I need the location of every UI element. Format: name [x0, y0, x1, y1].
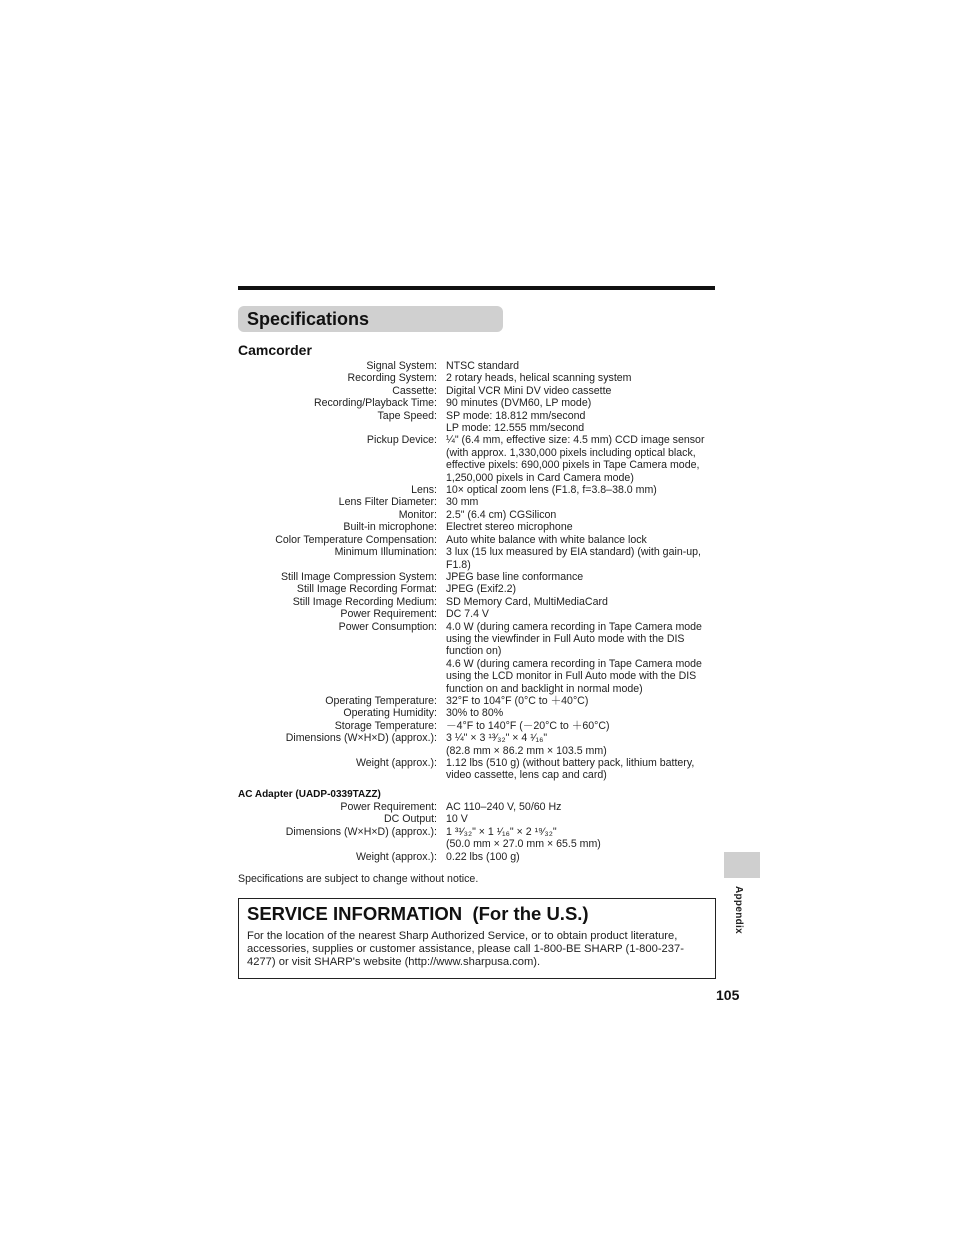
spec-value-line: 32°F to 104°F (0°C to ＋40°C)	[446, 694, 589, 707]
spec-label: DC Output:	[384, 813, 437, 826]
spec-value	[446, 434, 718, 484]
spec-value-line: SP mode: 18.812 mm/second	[446, 409, 586, 422]
ac-adapter-heading: AC Adapter (UADP-0339TAZZ)	[238, 789, 381, 800]
spec-value-line: Digital VCR Mini DV video cassette	[446, 384, 612, 397]
spec-value-line: NTSC standard	[446, 360, 520, 372]
spec-label: Power Consumption:	[338, 620, 437, 633]
spec-row	[238, 826, 718, 851]
spec-value-line: using the viewfinder in Full Auto mode with the DIS	[446, 632, 685, 645]
appendix-tab-label: Appendix	[733, 886, 744, 934]
spec-row	[238, 521, 718, 533]
spec-value	[446, 608, 718, 620]
spec-value-line: (with approx. 1,330,000 pixels including optical black,	[446, 446, 696, 459]
spec-label: Still Image Recording Format:	[296, 583, 437, 596]
spec-value-line: AC 110–240 V, 50/60 Hz	[446, 801, 562, 813]
spec-value-line: 1,250,000 pixels in Card Camera mode)	[446, 471, 634, 484]
spec-row	[238, 397, 718, 409]
specifications-banner	[238, 306, 503, 332]
spec-value-line: －4°F to 140°F (－20°C to ＋60°C)	[446, 719, 610, 732]
spec-value-line: 1.12 lbs (510 g) (without battery pack, lithium battery,	[446, 757, 695, 769]
spec-row	[238, 732, 718, 757]
spec-value-line: ¼" (6.4 mm, effective size: 4.5 mm) CCD image sensor	[446, 434, 705, 447]
spec-value	[446, 534, 718, 546]
spec-label: Recording/Playback Time:	[313, 397, 437, 410]
spec-label: Still Image Recording Medium:	[292, 595, 437, 608]
spec-row	[238, 757, 718, 782]
appendix-tab-marker	[724, 852, 760, 878]
spec-value-line: 2.5" (6.4 cm) CGSilicon	[446, 508, 557, 521]
spec-label: Weight (approx.):	[355, 850, 437, 863]
spec-row	[238, 534, 718, 546]
service-body: For the location of the nearest Sharp Authorized Service, or to obtain product literature, accessories, supplies or customer assistance, please call 1-800-BE SHARP (1-800-237-4277) or visit SHARP's website (http://www.sharpusa.com).	[247, 930, 684, 968]
spec-label: Monitor:	[398, 508, 437, 521]
spec-label: Storage Temperature:	[334, 719, 437, 732]
spec-value-line: JPEG (Exif2.2)	[446, 583, 517, 596]
spec-value	[446, 813, 718, 825]
spec-value-line: 30 mm	[446, 496, 479, 509]
spec-value-line: (82.8 mm × 86.2 mm × 103.5 mm)	[446, 744, 607, 757]
spec-value	[446, 509, 718, 521]
spec-value-line: 10 V	[446, 813, 468, 826]
spec-row	[238, 385, 718, 397]
spec-label: Operating Humidity:	[343, 707, 437, 720]
top-rule	[238, 286, 715, 290]
spec-row	[238, 621, 718, 695]
spec-value	[446, 583, 718, 595]
spec-value-line: effective pixels: 690,000 pixels in Tape Camera mode,	[446, 459, 700, 472]
spec-value-line: DC 7.4 V	[446, 608, 489, 621]
spec-label: Cassette:	[392, 384, 437, 397]
spec-value-line: Electret stereo microphone	[446, 521, 573, 534]
service-title	[247, 903, 707, 925]
service-title-main: SERVICE INFORMATION	[247, 903, 463, 924]
spec-row	[238, 720, 718, 732]
page-number: 105	[716, 987, 740, 1003]
spec-value	[446, 596, 718, 608]
camcorder-spec-table	[238, 360, 718, 782]
spec-value-line: LP mode: 12.555 mm/second	[446, 422, 585, 435]
spec-row	[238, 546, 718, 571]
spec-label: Dimensions (W×H×D) (approx.):	[285, 825, 437, 838]
spec-label: Power Requirement:	[340, 608, 437, 621]
spec-row	[238, 707, 718, 719]
spec-row	[238, 583, 718, 595]
spec-value	[446, 546, 718, 571]
spec-value	[446, 521, 718, 533]
spec-value-line: Auto white balance with white balance lock	[446, 533, 647, 546]
spec-row	[238, 372, 718, 384]
spec-value-line: JPEG base line conformance	[446, 570, 584, 583]
spec-value-line: 10× optical zoom lens (F1.8, f=3.8–38.0 mm)	[446, 484, 657, 497]
spec-value-line: video cassette, lens cap and card)	[446, 769, 607, 782]
spec-label: Weight (approx.):	[355, 757, 437, 769]
spec-value-line: 0.22 lbs (100 g)	[446, 850, 520, 863]
spec-value	[446, 385, 718, 397]
spec-label: Dimensions (W×H×D) (approx.):	[285, 732, 437, 745]
spec-value-line: 3 lux (15 lux measured by EIA standard) (with gain-up,	[446, 546, 701, 559]
spec-value-line: using the LCD monitor in Full Auto mode with the DIS	[446, 670, 697, 683]
spec-label: Signal System:	[366, 360, 437, 372]
spec-label: Operating Temperature:	[325, 694, 437, 707]
spec-row	[238, 813, 718, 825]
spec-value-line: function on and backlight in normal mode)	[446, 682, 643, 695]
spec-value	[446, 826, 718, 851]
spec-value	[446, 360, 718, 372]
spec-row	[238, 571, 718, 583]
ac-adapter-spec-table	[238, 801, 718, 863]
spec-value	[446, 707, 718, 719]
spec-value	[446, 372, 718, 384]
spec-value-line: 3 ¼" × 3 ¹³⁄₃₂" × 4 ¹⁄₁₆"	[446, 732, 548, 745]
spec-row	[238, 410, 718, 435]
spec-row	[238, 596, 718, 608]
service-information-box	[238, 898, 716, 979]
spec-row	[238, 360, 718, 372]
spec-label: Built-in microphone:	[343, 521, 437, 534]
spec-value-line: 2 rotary heads, helical scanning system	[446, 372, 632, 385]
spec-label: Pickup Device:	[366, 434, 437, 447]
spec-notice: Specifications are subject to change without notice.	[238, 873, 479, 885]
spec-row	[238, 496, 718, 508]
spec-value-line: 4.6 W (during camera recording in Tape Camera mode	[446, 657, 702, 670]
spec-label: Color Temperature Compensation:	[275, 533, 437, 546]
spec-value	[446, 732, 718, 757]
spec-value	[446, 720, 718, 732]
spec-value	[446, 397, 718, 409]
specifications-title: Specifications	[247, 309, 370, 329]
spec-value	[446, 496, 718, 508]
spec-value-line: 4.0 W (during camera recording in Tape Camera mode	[446, 620, 702, 633]
spec-value	[446, 851, 718, 863]
spec-value-line: 90 minutes (DVM60, LP mode)	[446, 397, 592, 410]
spec-value	[446, 621, 718, 695]
spec-value	[446, 571, 718, 583]
spec-label: Tape Speed:	[377, 409, 437, 422]
spec-value	[446, 484, 718, 496]
spec-value-line: F1.8)	[446, 558, 471, 571]
spec-label: Still Image Compression System:	[280, 570, 437, 583]
spec-row	[238, 509, 718, 521]
spec-label: Power Requirement:	[340, 801, 437, 813]
spec-value	[446, 695, 718, 707]
spec-label: Minimum Illumination:	[334, 546, 437, 559]
spec-row	[238, 608, 718, 620]
spec-value-line: SD Memory Card, MultiMediaCard	[446, 595, 608, 608]
spec-row	[238, 801, 718, 813]
spec-row	[238, 695, 718, 707]
spec-row	[238, 434, 718, 484]
spec-value-line: function on)	[446, 645, 502, 658]
spec-row	[238, 484, 718, 496]
spec-value	[446, 410, 718, 435]
spec-label: Recording System:	[347, 372, 437, 385]
spec-value-line: 30% to 80%	[446, 707, 504, 720]
spec-value-line: 1 ³¹⁄₃₂" × 1 ¹⁄₁₆" × 2 ¹⁹⁄₃₂"	[446, 825, 557, 838]
spec-label: Lens:	[411, 484, 437, 497]
service-title-suffix: (For the U.S.)	[472, 903, 589, 924]
spec-value	[446, 801, 718, 813]
spec-value-line: (50.0 mm × 27.0 mm × 65.5 mm)	[446, 838, 601, 851]
spec-label: Lens Filter Diameter:	[338, 496, 437, 509]
spec-row	[238, 851, 718, 863]
camcorder-heading: Camcorder	[238, 342, 312, 358]
spec-value	[446, 757, 718, 782]
